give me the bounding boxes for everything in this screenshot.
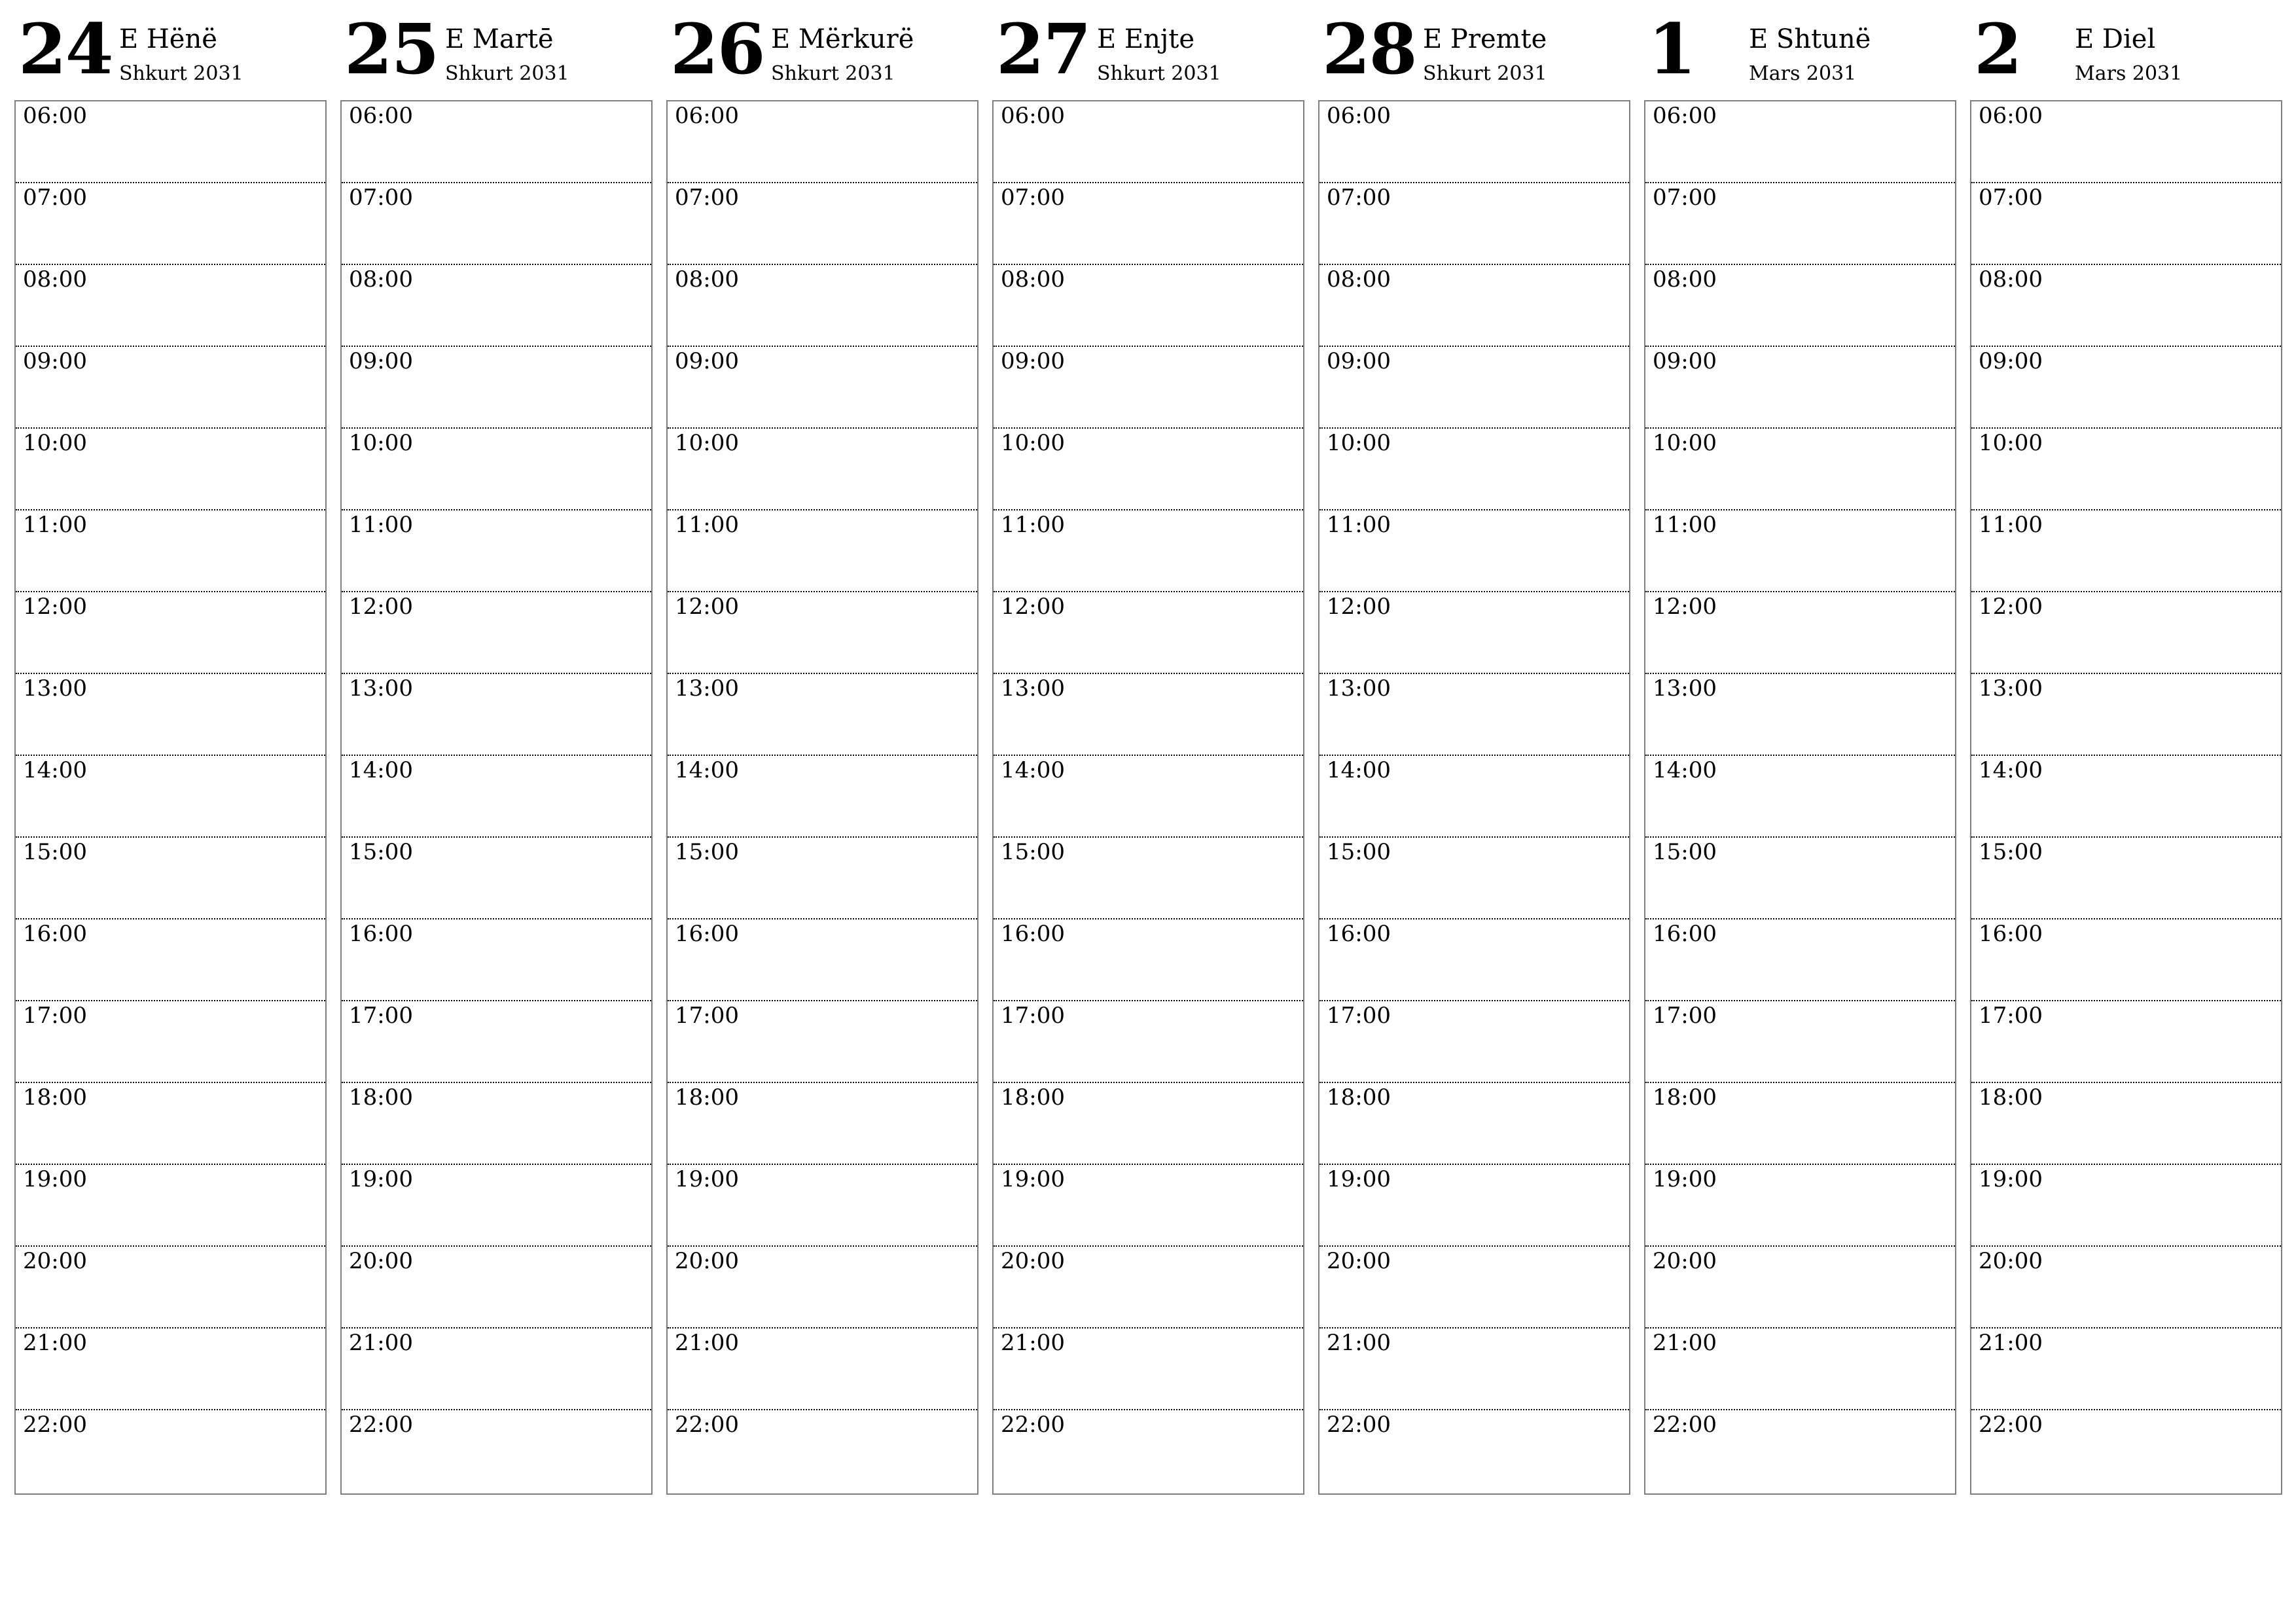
time-slot	[994, 1083, 1303, 1165]
time-slot	[1971, 1247, 2281, 1329]
month-year: Shkurt 2031	[119, 62, 243, 85]
time-label: 17:00	[1327, 1003, 1391, 1029]
time-slot	[342, 1001, 651, 1083]
time-label: 07:00	[1327, 185, 1391, 211]
time-slot	[1319, 429, 1629, 510]
time-label: 18:00	[1653, 1084, 1717, 1111]
time-label: 16:00	[1327, 921, 1391, 947]
time-slot	[1645, 1001, 1955, 1083]
time-slot	[1971, 1165, 2281, 1247]
time-slot	[342, 1165, 651, 1247]
day-header	[340, 0, 653, 99]
time-label: 07:00	[349, 185, 413, 211]
time-slot	[668, 347, 977, 429]
time-slot	[1319, 1247, 1629, 1329]
time-slot	[1971, 265, 2281, 347]
time-label: 12:00	[675, 594, 739, 620]
time-label: 14:00	[675, 757, 739, 783]
time-slot	[668, 592, 977, 674]
time-slot	[1319, 838, 1629, 919]
time-slot	[994, 592, 1303, 674]
time-label: 19:00	[349, 1166, 413, 1192]
day-number: 24	[18, 8, 113, 90]
time-slot	[668, 183, 977, 265]
time-label: 17:00	[1001, 1003, 1065, 1029]
time-label: 22:00	[23, 1412, 87, 1438]
time-slot	[668, 1247, 977, 1329]
time-slot	[16, 347, 325, 429]
day-name: E Shtunë	[1749, 24, 1871, 54]
time-label: 09:00	[23, 348, 87, 374]
time-slot	[16, 756, 325, 838]
time-label: 08:00	[1001, 266, 1065, 293]
time-slot	[1971, 1410, 2281, 1492]
time-label: 11:00	[1653, 512, 1717, 538]
time-slot	[1971, 1001, 2281, 1083]
day-schedule-box	[340, 100, 653, 1495]
time-label: 11:00	[23, 512, 87, 538]
day-number: 27	[996, 8, 1090, 90]
month-year: Shkurt 2031	[445, 62, 569, 85]
time-slot	[1319, 1165, 1629, 1247]
time-slot	[1971, 674, 2281, 756]
time-label: 12:00	[23, 594, 87, 620]
time-slot	[994, 838, 1303, 919]
day-number: 26	[670, 8, 764, 90]
time-label: 10:00	[23, 430, 87, 456]
time-label: 18:00	[1979, 1084, 2043, 1111]
time-slot	[342, 101, 651, 183]
time-slot	[1971, 510, 2281, 592]
time-slot	[16, 183, 325, 265]
time-label: 22:00	[1001, 1412, 1065, 1438]
day-number: 2	[1974, 8, 2021, 90]
time-label: 18:00	[1327, 1084, 1391, 1111]
time-label: 20:00	[1001, 1248, 1065, 1274]
time-slot	[1319, 674, 1629, 756]
day-column	[992, 0, 1304, 1438]
time-label: 15:00	[675, 839, 739, 865]
time-label: 22:00	[1327, 1412, 1391, 1438]
time-slot	[1645, 429, 1955, 510]
time-label: 12:00	[1979, 594, 2043, 620]
time-slot	[994, 1165, 1303, 1247]
time-label: 13:00	[1979, 675, 2043, 702]
time-label: 13:00	[1001, 675, 1065, 702]
time-slot	[994, 1247, 1303, 1329]
time-slot	[342, 1329, 651, 1410]
time-slot	[668, 1083, 977, 1165]
time-label: 14:00	[1979, 757, 2043, 783]
time-slot	[1971, 919, 2281, 1001]
day-name: E Premte	[1423, 24, 1547, 54]
time-label: 17:00	[1979, 1003, 2043, 1029]
time-label: 19:00	[1327, 1166, 1391, 1192]
time-label: 13:00	[675, 675, 739, 702]
time-label: 13:00	[23, 675, 87, 702]
time-slot	[1645, 756, 1955, 838]
time-label: 06:00	[675, 103, 739, 129]
time-slot	[1645, 838, 1955, 919]
day-name: E Martē	[445, 24, 554, 54]
time-label: 09:00	[1001, 348, 1065, 374]
time-label: 19:00	[1001, 1166, 1065, 1192]
time-slot	[668, 101, 977, 183]
time-slot	[1645, 101, 1955, 183]
time-slot	[1645, 510, 1955, 592]
time-slot	[1971, 756, 2281, 838]
time-label: 14:00	[349, 757, 413, 783]
time-label: 10:00	[1327, 430, 1391, 456]
time-label: 17:00	[675, 1003, 739, 1029]
time-slot	[1645, 919, 1955, 1001]
time-slot	[16, 838, 325, 919]
time-label: 08:00	[1653, 266, 1717, 293]
time-slot	[342, 919, 651, 1001]
weekly-planner	[14, 0, 2284, 1505]
time-slot	[16, 592, 325, 674]
time-slot	[1971, 183, 2281, 265]
time-slot	[1319, 1001, 1629, 1083]
time-slot	[342, 265, 651, 347]
day-column	[1970, 0, 2282, 1438]
time-slot	[1645, 1410, 1955, 1492]
time-label: 20:00	[23, 1248, 87, 1274]
time-slot	[994, 101, 1303, 183]
day-number: 1	[1648, 8, 1695, 90]
day-header	[1970, 0, 2282, 99]
time-slot	[16, 1083, 325, 1165]
time-label: 13:00	[349, 675, 413, 702]
time-slot	[342, 592, 651, 674]
time-label: 08:00	[1979, 266, 2043, 293]
time-slot	[342, 1410, 651, 1492]
time-label: 11:00	[1001, 512, 1065, 538]
time-slot	[1971, 347, 2281, 429]
time-label: 14:00	[1653, 757, 1717, 783]
time-slot	[1645, 592, 1955, 674]
day-name: E Mërkurë	[771, 24, 914, 54]
time-slot	[1319, 183, 1629, 265]
time-slot	[1645, 1329, 1955, 1410]
time-slot	[1971, 101, 2281, 183]
day-column	[340, 0, 653, 1438]
time-label: 06:00	[1001, 103, 1065, 129]
time-slot	[1971, 1083, 2281, 1165]
time-slot	[16, 919, 325, 1001]
time-label: 21:00	[349, 1330, 413, 1356]
time-slot	[668, 265, 977, 347]
month-year: Mars 2031	[2075, 62, 2183, 85]
time-slot	[668, 1001, 977, 1083]
day-name: E Hënë	[119, 24, 217, 54]
time-label: 12:00	[1001, 594, 1065, 620]
time-label: 13:00	[1327, 675, 1391, 702]
time-label: 11:00	[349, 512, 413, 538]
time-label: 06:00	[1327, 103, 1391, 129]
time-slot	[994, 756, 1303, 838]
time-slot	[994, 510, 1303, 592]
day-number: 25	[344, 8, 439, 90]
time-label: 21:00	[1327, 1330, 1391, 1356]
time-label: 11:00	[1979, 512, 2043, 538]
time-label: 15:00	[1979, 839, 2043, 865]
time-slot	[1319, 101, 1629, 183]
time-slot	[16, 1165, 325, 1247]
time-slot	[16, 674, 325, 756]
time-slot	[342, 1247, 651, 1329]
time-slot	[342, 756, 651, 838]
time-slot	[1645, 1083, 1955, 1165]
time-label: 22:00	[675, 1412, 739, 1438]
month-year: Shkurt 2031	[1097, 62, 1221, 85]
time-slot	[994, 183, 1303, 265]
time-label: 15:00	[1001, 839, 1065, 865]
time-label: 08:00	[1327, 266, 1391, 293]
day-header	[14, 0, 327, 99]
month-year: Shkurt 2031	[771, 62, 895, 85]
time-label: 20:00	[349, 1248, 413, 1274]
time-slot	[668, 838, 977, 919]
time-label: 09:00	[1327, 348, 1391, 374]
time-slot	[342, 838, 651, 919]
time-slot	[1319, 756, 1629, 838]
day-schedule-box	[1318, 100, 1630, 1495]
time-slot	[1645, 183, 1955, 265]
time-slot	[16, 265, 325, 347]
time-label: 10:00	[675, 430, 739, 456]
time-slot	[1971, 429, 2281, 510]
day-schedule-box	[1644, 100, 1956, 1495]
day-schedule-box	[666, 100, 978, 1495]
time-label: 10:00	[349, 430, 413, 456]
time-slot	[994, 919, 1303, 1001]
time-slot	[1971, 592, 2281, 674]
time-label: 21:00	[23, 1330, 87, 1356]
time-slot	[994, 674, 1303, 756]
time-slot	[16, 1247, 325, 1329]
time-slot	[342, 674, 651, 756]
time-label: 16:00	[23, 921, 87, 947]
time-slot	[1971, 1329, 2281, 1410]
day-column	[666, 0, 978, 1438]
time-slot	[1971, 838, 2281, 919]
time-label: 07:00	[1653, 185, 1717, 211]
time-label: 07:00	[23, 185, 87, 211]
time-label: 10:00	[1653, 430, 1717, 456]
time-slot	[1319, 1083, 1629, 1165]
time-label: 16:00	[1979, 921, 2043, 947]
time-label: 16:00	[675, 921, 739, 947]
time-slot	[994, 429, 1303, 510]
time-label: 19:00	[1653, 1166, 1717, 1192]
day-header	[1644, 0, 1956, 99]
time-label: 17:00	[349, 1003, 413, 1029]
day-header	[666, 0, 978, 99]
time-label: 16:00	[1001, 921, 1065, 947]
time-label: 11:00	[675, 512, 739, 538]
time-label: 07:00	[675, 185, 739, 211]
time-label: 15:00	[1327, 839, 1391, 865]
day-column	[1318, 0, 1630, 1438]
time-label: 06:00	[23, 103, 87, 129]
time-label: 15:00	[23, 839, 87, 865]
time-slot	[342, 429, 651, 510]
time-slot	[668, 919, 977, 1001]
time-label: 15:00	[349, 839, 413, 865]
time-slot	[16, 1410, 325, 1492]
time-slot	[16, 1001, 325, 1083]
time-label: 08:00	[675, 266, 739, 293]
day-schedule-box	[14, 100, 327, 1495]
time-label: 10:00	[1979, 430, 2043, 456]
month-year: Mars 2031	[1749, 62, 1857, 85]
time-label: 16:00	[1653, 921, 1717, 947]
time-slot	[668, 674, 977, 756]
time-label: 06:00	[1653, 103, 1717, 129]
time-label: 06:00	[349, 103, 413, 129]
time-label: 21:00	[675, 1330, 739, 1356]
time-label: 20:00	[1979, 1248, 2043, 1274]
day-name: E Enjte	[1097, 24, 1195, 54]
time-slot	[1645, 1247, 1955, 1329]
time-label: 18:00	[349, 1084, 413, 1111]
day-schedule-box	[992, 100, 1304, 1495]
time-label: 20:00	[675, 1248, 739, 1274]
time-label: 12:00	[1327, 594, 1391, 620]
time-label: 09:00	[675, 348, 739, 374]
time-label: 08:00	[349, 266, 413, 293]
month-year: Shkurt 2031	[1423, 62, 1547, 85]
time-slot	[668, 429, 977, 510]
time-label: 18:00	[1001, 1084, 1065, 1111]
time-label: 06:00	[1979, 103, 2043, 129]
time-slot	[16, 429, 325, 510]
time-label: 18:00	[675, 1084, 739, 1111]
time-label: 12:00	[349, 594, 413, 620]
time-label: 07:00	[1979, 185, 2043, 211]
time-label: 16:00	[349, 921, 413, 947]
time-label: 19:00	[23, 1166, 87, 1192]
time-slot	[668, 1410, 977, 1492]
time-label: 21:00	[1001, 1330, 1065, 1356]
time-slot	[1319, 919, 1629, 1001]
time-slot	[1319, 510, 1629, 592]
time-slot	[1645, 1165, 1955, 1247]
time-slot	[1645, 265, 1955, 347]
time-label: 21:00	[1979, 1330, 2043, 1356]
day-header	[1318, 0, 1630, 99]
time-slot	[1319, 592, 1629, 674]
time-label: 09:00	[1979, 348, 2043, 374]
day-column	[14, 0, 327, 1438]
time-label: 20:00	[1327, 1248, 1391, 1274]
time-slot	[342, 347, 651, 429]
time-label: 17:00	[23, 1003, 87, 1029]
time-label: 18:00	[23, 1084, 87, 1111]
time-slot	[994, 347, 1303, 429]
day-schedule-box	[1970, 100, 2282, 1495]
time-slot	[342, 510, 651, 592]
day-number: 28	[1322, 8, 1416, 90]
time-slot	[1645, 674, 1955, 756]
time-slot	[994, 265, 1303, 347]
time-slot	[994, 1001, 1303, 1083]
time-slot	[994, 1329, 1303, 1410]
time-slot	[16, 1329, 325, 1410]
time-label: 09:00	[349, 348, 413, 374]
time-label: 22:00	[1979, 1412, 2043, 1438]
time-slot	[1645, 347, 1955, 429]
time-label: 19:00	[675, 1166, 739, 1192]
time-slot	[668, 1165, 977, 1247]
time-slot	[342, 1083, 651, 1165]
time-slot	[342, 183, 651, 265]
time-label: 08:00	[23, 266, 87, 293]
time-label: 14:00	[23, 757, 87, 783]
time-slot	[16, 101, 325, 183]
time-label: 22:00	[1653, 1412, 1717, 1438]
time-slot	[994, 1410, 1303, 1492]
time-label: 13:00	[1653, 675, 1717, 702]
time-slot	[1319, 1329, 1629, 1410]
time-label: 22:00	[349, 1412, 413, 1438]
time-slot	[668, 1329, 977, 1410]
time-slot	[1319, 347, 1629, 429]
day-column	[1644, 0, 1956, 1438]
time-label: 12:00	[1653, 594, 1717, 620]
time-slot	[16, 510, 325, 592]
time-slot	[1319, 265, 1629, 347]
day-header	[992, 0, 1304, 99]
time-label: 11:00	[1327, 512, 1391, 538]
time-label: 09:00	[1653, 348, 1717, 374]
time-label: 21:00	[1653, 1330, 1717, 1356]
day-name: E Diel	[2075, 24, 2156, 54]
time-slot	[668, 756, 977, 838]
time-label: 19:00	[1979, 1166, 2043, 1192]
time-label: 20:00	[1653, 1248, 1717, 1274]
time-label: 10:00	[1001, 430, 1065, 456]
time-label: 17:00	[1653, 1003, 1717, 1029]
time-slot	[1319, 1410, 1629, 1492]
time-label: 15:00	[1653, 839, 1717, 865]
time-label: 14:00	[1001, 757, 1065, 783]
time-slot	[668, 510, 977, 592]
time-label: 07:00	[1001, 185, 1065, 211]
time-label: 14:00	[1327, 757, 1391, 783]
